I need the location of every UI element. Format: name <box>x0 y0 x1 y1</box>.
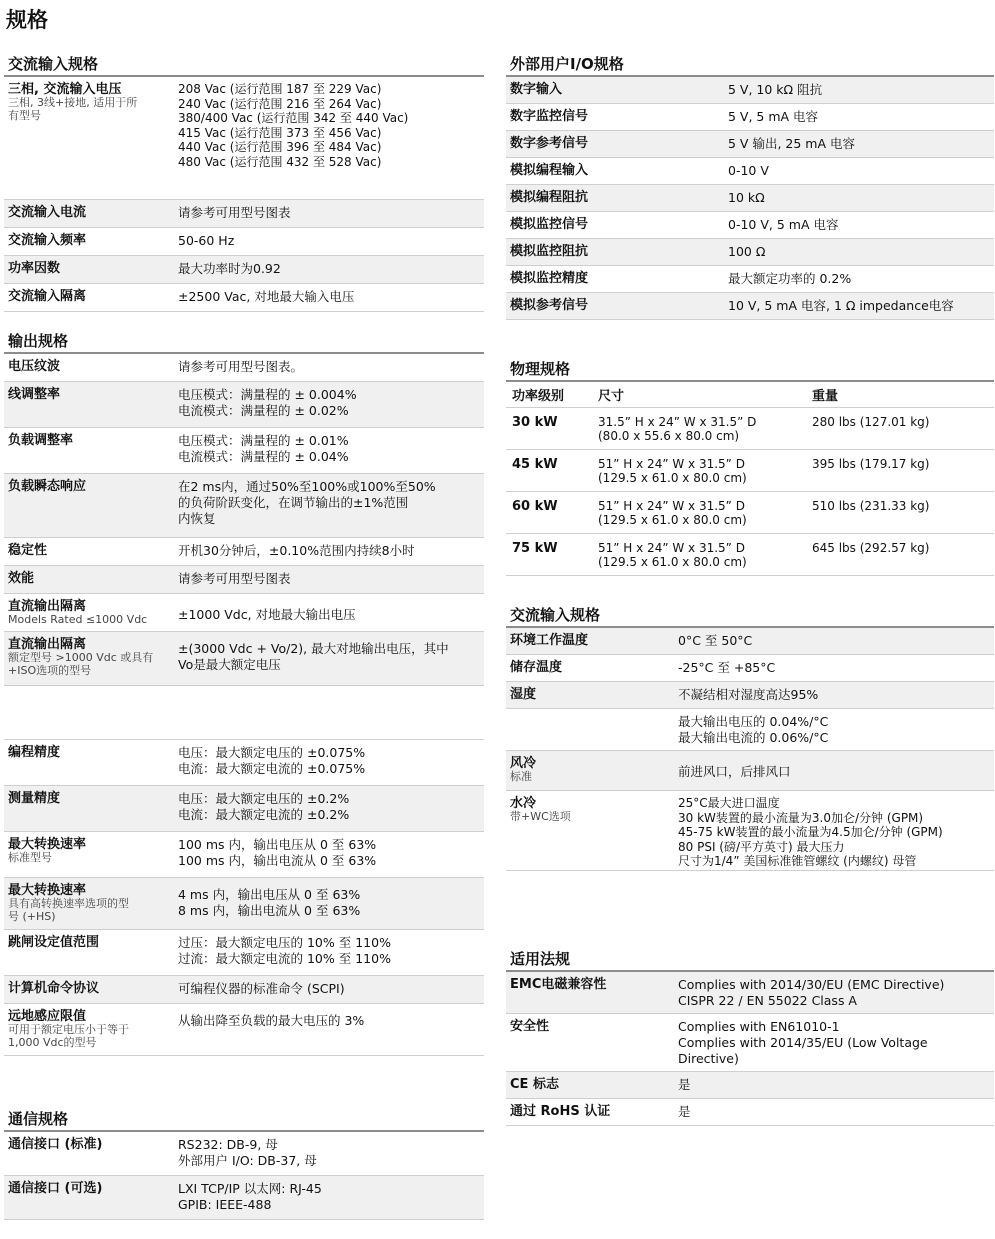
physical-size: 31.5” H x 24” W x 31.5” D (80.0 x 55.6 x 80.0 cm) <box>598 415 757 443</box>
spec-row <box>506 791 994 871</box>
spec-value: 前进风口，后排风口 <box>678 764 791 779</box>
spec-label-cell <box>4 1009 178 1049</box>
section-title: 交流输入规格 <box>506 598 994 628</box>
spec-row <box>4 930 484 976</box>
spec-label-cell <box>506 977 678 992</box>
spec-row <box>4 976 484 1004</box>
spec-row <box>506 709 994 751</box>
spec-row <box>506 628 994 655</box>
spec-value: 电压：最大额定电压的 ±0.2% 电流：最大额定电流的 ±0.2% <box>178 791 350 822</box>
physical-row <box>506 492 994 534</box>
spec-label: 模拟监控阻抗 <box>510 244 589 259</box>
spec-label-cell <box>506 796 678 824</box>
spec-label-cell <box>4 935 178 950</box>
header-level: 功率级别 <box>512 389 565 404</box>
spec-row <box>4 878 484 930</box>
section-title: 通信规格 <box>4 1102 484 1132</box>
spec-row <box>4 740 484 786</box>
spec-value: 请参考可用型号图表 <box>178 571 291 586</box>
spec-label: 计算机命令协议 <box>8 981 100 996</box>
spec-value: -25°C 至 +85°C <box>678 660 776 675</box>
spec-value: Complies with EN61010-1 Complies with 2014/35/EU (Low Voltage Directive) <box>678 1019 928 1066</box>
spec-row <box>4 382 484 428</box>
spec-label-cell <box>4 981 178 996</box>
environment-section <box>506 598 994 871</box>
spec-value: ±2500 Vac, 对地最大输入电压 <box>178 289 355 304</box>
spec-sublabel: 额定型号 >1000 Vdc 或具有 +ISO选项的型号 <box>8 651 154 677</box>
spec-value: RS232: DB-9, 母 外部用户 I/O: DB-37, 母 <box>178 1137 317 1168</box>
comm-section <box>4 1102 484 1220</box>
spec-label: 数字参考信号 <box>510 136 589 151</box>
spec-label-cell <box>4 82 178 122</box>
spec-label-cell <box>506 136 728 151</box>
spec-value: 4 ms 内，输出电压从 0 至 63% 8 ms 内，输出电流从 0 至 63% <box>178 887 361 918</box>
spec-value: 10 V, 5 mA 电容, 1 Ω impedance电容 <box>728 298 954 313</box>
spec-row <box>506 972 994 1014</box>
spec-label-cell <box>506 190 728 205</box>
physical-weight: 395 lbs (179.17 kg) <box>812 457 930 471</box>
spec-label-cell <box>4 289 178 304</box>
spec-label: 数字输入 <box>510 82 563 97</box>
spec-value: 在2 ms内，通过50%至100%或100%至50% 的负荷阶跃变化，在调节输出的±1%范围 内恢复 <box>178 479 436 526</box>
spec-label: 交流输入隔离 <box>8 289 87 304</box>
spec-label: 线调整率 <box>8 387 61 402</box>
spec-sublabel: 带+WC选项 <box>510 810 571 823</box>
spec-value: 电压模式：满量程的 ± 0.004% 电流模式：满量程的 ± 0.02% <box>178 387 357 418</box>
spec-value: 208 Vac (运行范围 187 至 229 Vac) 240 Vac (运行范围 216 至 264 Vac) 380/400 Vac (运行范围 342 至 440 Vac) 415 Vac (运行范围 373 至 456 Vac) 440 Vac (运行范围 396 至 484 Vac) 480 Vac (运行范围 432 至 528 Vac) <box>178 82 409 169</box>
physical-row <box>506 408 994 450</box>
spec-label: 环境工作温度 <box>510 633 589 648</box>
physical-weight: 280 lbs (127.01 kg) <box>812 415 930 429</box>
spec-row <box>4 256 484 284</box>
spec-label: 最大转换速率 <box>8 883 87 898</box>
spec-label-cell <box>4 233 178 248</box>
spec-label-cell <box>4 261 178 276</box>
spec-value: 0-10 V <box>728 163 769 178</box>
spec-value: 不凝结相对湿度高达95% <box>678 687 819 702</box>
spec-label-cell <box>506 163 728 178</box>
spec-value: 最大额定功率的 0.2% <box>728 271 852 286</box>
spec-value: 最大功率时为0.92 <box>178 261 281 276</box>
spec-value: 10 kΩ <box>728 190 765 205</box>
spec-label: 风冷 <box>510 756 537 771</box>
spec-value: 100 ms 内，输出电压从 0 至 63% 100 ms 内，输出电流从 0 至 63% <box>178 837 377 868</box>
spec-label: 稳定性 <box>8 543 48 558</box>
spec-label-cell <box>4 479 178 494</box>
spec-label-cell <box>4 571 178 586</box>
ext-io-section <box>506 47 994 320</box>
spec-value: 25°C最大进口温度 30 kW装置的最小流量为3.0加仑/分钟 (GPM) 45-75 kW装置的最小流量为4.5加仑/分钟 (GPM) 80 PSI (磅/平方英寸) 最大压力 尺寸为1/4” 美国标准锥管螺纹 (内螺纹) 母管 <box>678 796 943 868</box>
header-weight: 重量 <box>812 389 839 404</box>
spec-label: 通信接口 (可选) <box>8 1181 103 1196</box>
spec-label: 模拟监控信号 <box>510 217 589 232</box>
spec-value: Complies with 2014/30/EU (EMC Directive) CISPR 22 / EN 55022 Class A <box>678 977 945 1008</box>
spec-label: 直流输出隔离 <box>8 637 87 652</box>
spec-value: 5 V, 10 kΩ 阻抗 <box>728 82 823 97</box>
ac-input-section <box>4 47 484 312</box>
spec-row <box>4 1132 484 1176</box>
spec-sublabel: 具有高转换速率选项的型 号 (+HS) <box>8 897 129 923</box>
spec-label: 模拟编程阻抗 <box>510 190 589 205</box>
spec-label-cell <box>506 660 678 675</box>
spec-label-cell <box>4 837 178 865</box>
spec-label-cell <box>506 298 728 313</box>
physical-weight: 510 lbs (231.33 kg) <box>812 499 930 513</box>
spec-label: 模拟监控精度 <box>510 271 589 286</box>
spec-label-cell <box>4 745 178 760</box>
spec-label-cell <box>506 633 678 648</box>
spec-row <box>4 594 484 632</box>
spec-label-cell <box>4 359 178 374</box>
spec-label-cell <box>506 244 728 259</box>
section-title: 输出规格 <box>4 324 484 354</box>
spec-label-cell <box>506 687 678 702</box>
spec-row <box>506 239 994 266</box>
physical-size: 51” H x 24” W x 31.5” D (129.5 x 61.0 x 80.0 cm) <box>598 541 747 569</box>
spec-row <box>506 158 994 185</box>
spec-value: 开机30分钟后，±0.10%范围内持续8小时 <box>178 543 415 558</box>
spec-row <box>4 428 484 474</box>
spec-row <box>4 632 484 686</box>
physical-row <box>506 450 994 492</box>
spec-row <box>506 293 994 320</box>
spec-label-cell <box>4 205 178 220</box>
physical-weight: 645 lbs (292.57 kg) <box>812 541 930 555</box>
spec-label-cell <box>506 756 678 784</box>
spec-sublabel: 标准 <box>510 770 532 783</box>
spec-label: 安全性 <box>510 1019 550 1034</box>
section-title: 适用法规 <box>506 942 994 972</box>
spec-row <box>4 200 484 228</box>
spec-row <box>4 77 484 200</box>
spec-sublabel: 三相, 3线+接地, 适用于所 有型号 <box>8 96 138 122</box>
spec-row <box>4 1176 484 1220</box>
spec-label-cell <box>4 599 178 627</box>
spec-label-cell <box>506 82 728 97</box>
spec-label: 三相, 交流输入电压 <box>8 82 122 97</box>
spec-row <box>506 77 994 104</box>
spec-label-cell <box>506 1019 678 1034</box>
physical-section <box>506 352 994 576</box>
physical-level: 75 kW <box>512 541 558 556</box>
spec-row <box>506 655 994 682</box>
section-title: 物理规格 <box>506 352 994 382</box>
header-size: 尺寸 <box>598 389 625 404</box>
spec-row <box>506 1072 994 1099</box>
spec-label: 水冷 <box>510 796 537 811</box>
spec-value: 0-10 V, 5 mA 电容 <box>728 217 839 232</box>
spec-value: 请参考可用型号图表。 <box>178 359 304 374</box>
spec-label: 最大转换速率 <box>8 837 87 852</box>
spec-label-cell <box>4 791 178 806</box>
physical-size: 51” H x 24” W x 31.5” D (129.5 x 61.0 x 80.0 cm) <box>598 457 747 485</box>
spec-label-cell <box>4 543 178 558</box>
spec-label-cell <box>4 387 178 402</box>
spec-row <box>4 354 484 382</box>
spec-row <box>4 474 484 538</box>
physical-level: 45 kW <box>512 457 558 472</box>
spec-row <box>4 1004 484 1056</box>
spec-label-cell <box>4 1137 178 1152</box>
spec-label: 直流输出隔离 <box>8 599 87 614</box>
spec-value: 0°C 至 50°C <box>678 633 753 648</box>
spec-label: 电压纹波 <box>8 359 61 374</box>
spec-label: 跳闸设定值范围 <box>8 935 100 950</box>
spec-label-cell <box>506 1104 678 1119</box>
spec-row <box>506 1099 994 1126</box>
physical-header-row <box>506 382 994 408</box>
spec-label-cell <box>4 433 178 448</box>
spec-value: 请参考可用型号图表 <box>178 205 291 220</box>
spec-value: 50-60 Hz <box>178 233 235 248</box>
programming-section <box>4 739 484 1056</box>
spec-label: 效能 <box>8 571 35 586</box>
spec-value: 100 Ω <box>728 244 766 259</box>
spec-value: 电压模式：满量程的 ± 0.01% 电流模式：满量程的 ± 0.04% <box>178 433 349 464</box>
spec-label: 湿度 <box>510 687 537 702</box>
physical-level: 30 kW <box>512 415 558 430</box>
spec-label: 模拟参考信号 <box>510 298 589 313</box>
physical-level: 60 kW <box>512 499 558 514</box>
spec-value: 从输出降至负载的最大电压的 3% <box>178 1013 365 1028</box>
spec-row <box>506 682 994 709</box>
spec-label: 编程精度 <box>8 745 61 760</box>
spec-label-cell <box>506 109 728 124</box>
spec-label-cell <box>4 883 178 923</box>
spec-label: 负载瞬态响应 <box>8 479 87 494</box>
spec-label-cell <box>506 271 728 286</box>
spec-value: 5 V 输出, 25 mA 电容 <box>728 136 855 151</box>
spec-row <box>506 131 994 158</box>
page-title: 规格 <box>6 8 48 32</box>
spec-row <box>506 1014 994 1072</box>
spec-row <box>506 104 994 131</box>
regulatory-section <box>506 942 994 1126</box>
spec-row <box>4 566 484 594</box>
spec-label: 功率因数 <box>8 261 61 276</box>
spec-row <box>506 266 994 293</box>
spec-label: 数字监控信号 <box>510 109 589 124</box>
spec-value: 最大输出电压的 0.04%/°C 最大输出电流的 0.06%/°C <box>678 714 829 745</box>
spec-value: ±1000 Vdc, 对地最大输出电压 <box>178 607 356 622</box>
spec-label-cell <box>4 637 178 677</box>
spec-sublabel: Models Rated ≤1000 Vdc <box>8 613 148 626</box>
spec-value: 过压：最大额定电压的 10% 至 110% 过流：最大额定电流的 10% 至 110% <box>178 935 391 966</box>
spec-value: 是 <box>678 1077 691 1092</box>
spec-value: 5 V, 5 mA 电容 <box>728 109 819 124</box>
spec-label: 交流输入电流 <box>8 205 87 220</box>
spec-label: 测量精度 <box>8 791 61 806</box>
spec-label-cell <box>506 1077 678 1092</box>
spec-value: LXI TCP/IP 以太网: RJ-45 GPIB: IEEE-488 <box>178 1181 322 1212</box>
spec-row <box>4 538 484 566</box>
spec-label: 储存温度 <box>510 660 563 675</box>
spec-label: 交流输入频率 <box>8 233 87 248</box>
spec-label: 负载调整率 <box>8 433 74 448</box>
spec-sublabel: 可用于额定电压小于等于 1,000 Vdc的型号 <box>8 1023 129 1049</box>
spec-label: 通过 RoHS 认证 <box>510 1104 611 1119</box>
spec-label-cell <box>4 1181 178 1196</box>
physical-row <box>506 534 994 576</box>
output-section <box>4 324 484 686</box>
spec-row <box>4 284 484 312</box>
section-title: 外部用户I/O规格 <box>506 47 994 77</box>
physical-size: 51” H x 24” W x 31.5” D (129.5 x 61.0 x 80.0 cm) <box>598 499 747 527</box>
spec-row <box>506 212 994 239</box>
spec-value: ±(3000 Vdc + Vo/2), 最大对地输出电压，其中 Vo是最大额定电压 <box>178 641 449 672</box>
spec-row <box>506 185 994 212</box>
spec-label-cell <box>506 217 728 232</box>
spec-label: EMC电磁兼容性 <box>510 977 607 992</box>
section-title: 交流输入规格 <box>4 47 484 77</box>
spec-value: 是 <box>678 1104 691 1119</box>
spec-row <box>4 832 484 878</box>
spec-row <box>4 228 484 256</box>
spec-value: 可编程仪器的标准命令 (SCPI) <box>178 981 345 996</box>
spec-label: 远地感应限值 <box>8 1009 87 1024</box>
spec-label: CE 标志 <box>510 1077 559 1092</box>
spec-sublabel: 标准型号 <box>8 851 52 864</box>
spec-label: 模拟编程输入 <box>510 163 589 178</box>
spec-row <box>506 751 994 791</box>
spec-label: 通信接口 (标准) <box>8 1137 103 1152</box>
spec-row <box>4 786 484 832</box>
spec-value: 电压：最大额定电压的 ±0.075% 电流：最大额定电流的 ±0.075% <box>178 745 366 776</box>
